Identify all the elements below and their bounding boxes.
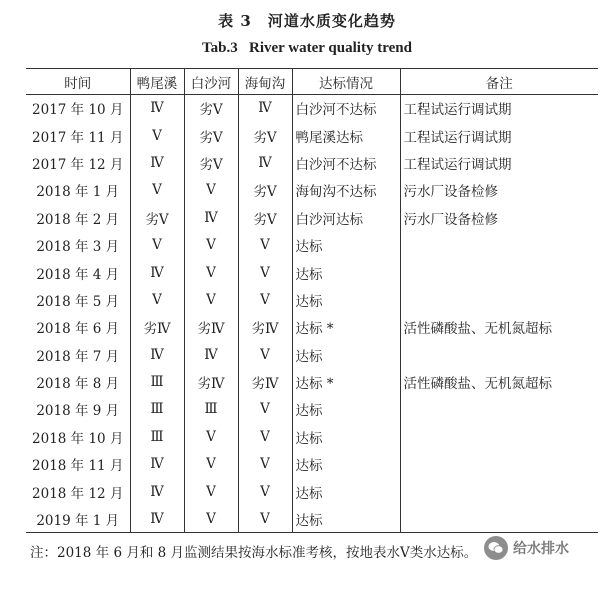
cell-haidiangou: Ⅳ	[238, 95, 292, 122]
cell-haidiangou: Ⅴ	[238, 423, 292, 450]
cell-time: 2018 年 1 月	[26, 177, 130, 204]
cell-compliance: 达标	[292, 231, 400, 258]
cell-yaweixi: Ⅴ	[130, 177, 184, 204]
cell-haidiangou: Ⅴ	[238, 231, 292, 258]
cell-baishahe: 劣Ⅴ	[184, 122, 238, 149]
table-row	[26, 286, 598, 313]
cell-baishahe: Ⅴ	[184, 423, 238, 450]
table-row	[26, 177, 598, 204]
cell-yaweixi: 劣Ⅴ	[130, 204, 184, 231]
table-footnote: 注：2018 年 6 月和 8 月监测结果按海水标准考核，按地表水Ⅴ类水达标。	[30, 545, 478, 561]
cell-time: 2018 年 8 月	[26, 368, 130, 395]
cell-remarks: 工程试运行调试期	[403, 102, 512, 119]
cell-time: 2018 年 5 月	[26, 286, 130, 313]
cell-haidiangou: Ⅴ	[238, 451, 292, 478]
table-row	[26, 423, 598, 450]
table-row	[26, 478, 598, 505]
cell-haidiangou: Ⅴ	[238, 341, 292, 368]
cell-remarks: 活性磷酸盐、无机氮超标	[403, 376, 552, 393]
header-time: 时间	[26, 69, 130, 95]
cell-baishahe: 劣Ⅳ	[184, 314, 238, 341]
cell-remarks	[400, 505, 598, 532]
cell-yaweixi: Ⅴ	[130, 286, 184, 313]
table-row	[26, 122, 598, 149]
cell-time: 2018 年 12 月	[26, 478, 130, 505]
cell-haidiangou: Ⅴ	[238, 478, 292, 505]
cell-time: 2017 年 12 月	[26, 149, 130, 176]
source-watermark	[484, 534, 608, 562]
cell-remarks	[400, 451, 598, 478]
cell-remarks: 污水厂设备检修	[403, 184, 498, 201]
cell-yaweixi: Ⅳ	[130, 341, 184, 368]
cell-yaweixi: Ⅳ	[130, 451, 184, 478]
cell-compliance: 达标	[292, 505, 400, 532]
table-row	[26, 259, 598, 286]
cell-yaweixi: Ⅳ	[130, 478, 184, 505]
cell-compliance: 达标	[292, 286, 400, 313]
cell-time: 2018 年 3 月	[26, 231, 130, 258]
cell-haidiangou: Ⅴ	[238, 259, 292, 286]
cell-remarks	[400, 341, 598, 368]
cell-time: 2018 年 6 月	[26, 314, 130, 341]
cell-remarks	[400, 478, 598, 505]
cell-time: 2018 年 10 月	[26, 423, 130, 450]
cell-remarks	[400, 259, 598, 286]
cell-compliance: 白沙河不达标	[292, 149, 400, 176]
table-row	[26, 95, 598, 122]
header-baishahe: 白沙河	[184, 69, 238, 95]
cell-compliance: 达标	[292, 396, 400, 423]
cell-yaweixi: Ⅲ	[130, 396, 184, 423]
cell-baishahe: Ⅴ	[184, 451, 238, 478]
cell-baishahe: Ⅴ	[184, 231, 238, 258]
cell-time: 2018 年 4 月	[26, 259, 130, 286]
table-body	[26, 95, 598, 533]
cell-baishahe: Ⅴ	[184, 177, 238, 204]
header-row	[26, 69, 598, 95]
cell-yaweixi: Ⅲ	[130, 368, 184, 395]
cell-compliance: 达标	[292, 478, 400, 505]
cell-compliance: 达标 *	[292, 368, 400, 395]
cell-compliance: 达标	[292, 423, 400, 450]
cell-yaweixi: 劣Ⅳ	[130, 314, 184, 341]
cell-time: 2019 年 1 月	[26, 505, 130, 532]
table-header	[26, 69, 598, 95]
cell-yaweixi: Ⅳ	[130, 259, 184, 286]
cell-haidiangou: 劣Ⅴ	[238, 204, 292, 231]
table-row	[26, 368, 598, 395]
watermark-text: 给水排水	[513, 541, 569, 557]
table-row	[26, 231, 598, 258]
cell-haidiangou: Ⅴ	[238, 505, 292, 532]
cell-baishahe: 劣Ⅴ	[184, 95, 238, 122]
cell-yaweixi: Ⅴ	[130, 122, 184, 149]
table-row	[26, 341, 598, 368]
cell-compliance: 达标 *	[292, 314, 400, 341]
cell-haidiangou: Ⅴ	[238, 396, 292, 423]
cell-remarks: 活性磷酸盐、无机氮超标	[403, 321, 552, 338]
cell-time: 2017 年 10 月	[26, 95, 130, 122]
header-compliance: 达标情况	[292, 69, 400, 95]
cell-compliance: 达标	[292, 259, 400, 286]
cell-haidiangou: Ⅳ	[238, 149, 292, 176]
cell-yaweixi: Ⅲ	[130, 423, 184, 450]
cell-baishahe: Ⅴ	[184, 478, 238, 505]
cell-remarks	[400, 286, 598, 313]
cell-baishahe: 劣Ⅳ	[184, 368, 238, 395]
table-row	[26, 451, 598, 478]
cell-compliance: 白沙河达标	[292, 204, 400, 231]
cell-yaweixi: Ⅳ	[130, 95, 184, 122]
cell-compliance: 达标	[292, 341, 400, 368]
cell-compliance: 达标	[292, 451, 400, 478]
table-title-cn: 表 3 河道水质变化趋势	[218, 12, 396, 30]
cell-time: 2018 年 7 月	[26, 341, 130, 368]
cell-remarks	[400, 396, 598, 423]
table-row	[26, 314, 598, 341]
cell-remarks: 工程试运行调试期	[403, 129, 512, 146]
cell-haidiangou: 劣Ⅴ	[238, 177, 292, 204]
cell-remarks	[400, 231, 598, 258]
table-row	[26, 204, 598, 231]
table-row	[26, 396, 598, 423]
cell-time: 2017 年 11 月	[26, 122, 130, 149]
cell-remarks	[400, 423, 598, 450]
cell-haidiangou: 劣Ⅳ	[238, 368, 292, 395]
cell-compliance: 鸭尾溪达标	[292, 122, 400, 149]
header-haidiangou: 海甸沟	[238, 69, 292, 95]
table-title-en: Tab.3 River water quality trend	[202, 40, 412, 56]
chat-bubble-icon	[484, 536, 508, 560]
cell-baishahe: Ⅴ	[184, 259, 238, 286]
cell-time: 2018 年 9 月	[26, 396, 130, 423]
cell-baishahe: Ⅴ	[184, 505, 238, 532]
header-remarks: 备注	[400, 69, 598, 95]
cell-compliance: 白沙河不达标	[292, 95, 400, 122]
header-yaweixi: 鸭尾溪	[130, 69, 184, 95]
cell-remarks: 污水厂设备检修	[403, 211, 498, 228]
cell-haidiangou: 劣Ⅴ	[238, 122, 292, 149]
cell-baishahe: Ⅴ	[184, 286, 238, 313]
cell-compliance: 海甸沟不达标	[292, 177, 400, 204]
cell-haidiangou: Ⅴ	[238, 286, 292, 313]
cell-baishahe: Ⅲ	[184, 396, 238, 423]
cell-baishahe: Ⅳ	[184, 341, 238, 368]
cell-yaweixi: Ⅴ	[130, 231, 184, 258]
table-row	[26, 149, 598, 176]
cell-yaweixi: Ⅳ	[130, 505, 184, 532]
cell-baishahe: 劣Ⅴ	[184, 149, 238, 176]
cell-time: 2018 年 2 月	[26, 204, 130, 231]
cell-time: 2018 年 11 月	[26, 451, 130, 478]
water-quality-table	[26, 68, 598, 533]
cell-remarks: 工程试运行调试期	[403, 156, 512, 173]
table-row	[26, 505, 598, 532]
cell-haidiangou: 劣Ⅳ	[238, 314, 292, 341]
cell-baishahe: Ⅳ	[184, 204, 238, 231]
cell-yaweixi: Ⅳ	[130, 149, 184, 176]
